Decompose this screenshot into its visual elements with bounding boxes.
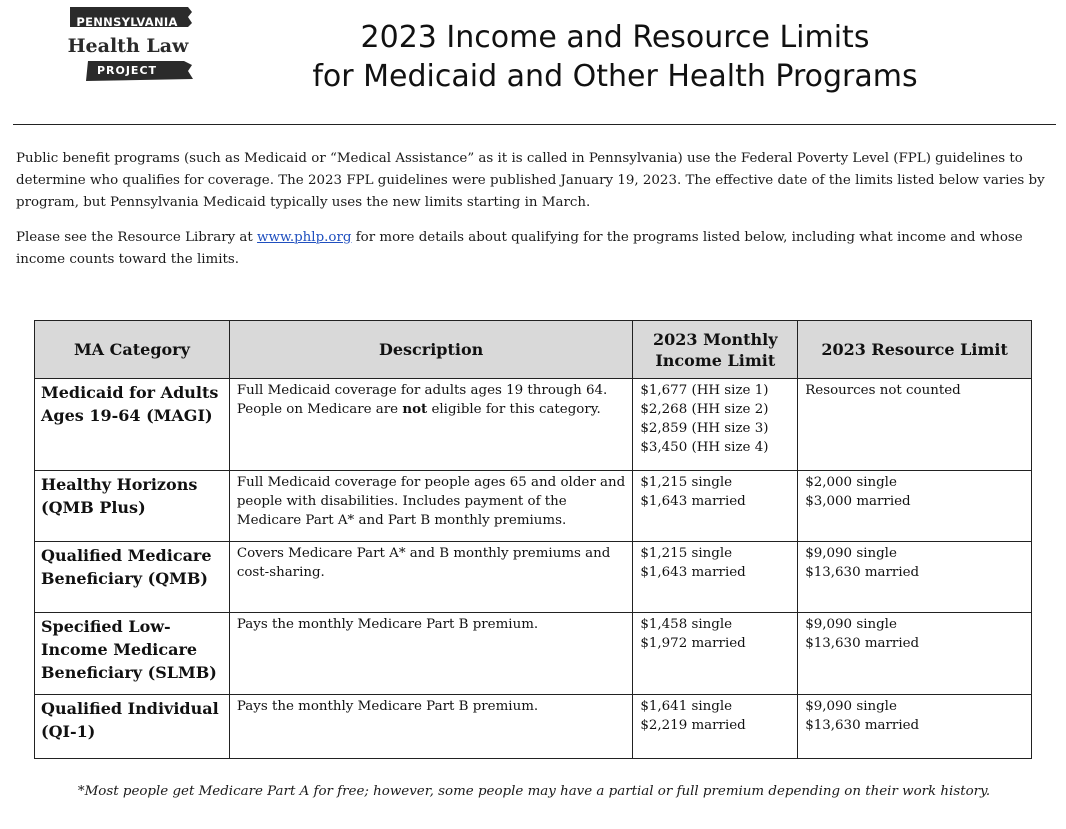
description-emphasis: not — [402, 401, 428, 417]
income-limit-cell — [633, 542, 798, 613]
column-header-category: MA Category — [35, 321, 230, 379]
resource-limit-cell — [798, 542, 1032, 613]
income-value: $1,215 single — [640, 546, 733, 561]
header-divider — [13, 124, 1056, 125]
resource-value: Resources not counted — [805, 383, 961, 398]
income-value: $1,677 (HH size 1) — [640, 383, 769, 398]
income-value: $1,643 married — [640, 494, 746, 509]
resource-value: $2,000 single — [805, 475, 897, 490]
resource-value: $9,090 single — [805, 546, 897, 561]
income-value: $1,643 married — [640, 565, 746, 580]
resource-value: $9,090 single — [805, 699, 897, 714]
resource-limit-cell — [798, 695, 1032, 759]
category-line: Qualified Medicare — [41, 546, 212, 565]
category-cell — [35, 542, 230, 613]
table-row — [35, 471, 1032, 542]
table-header-row — [35, 321, 1032, 379]
resource-limit-cell — [798, 471, 1032, 542]
page-title — [200, 18, 1030, 96]
resource-value: $13,630 married — [805, 636, 920, 651]
description-cell — [229, 379, 633, 471]
intro-paragraph-2 — [16, 227, 1052, 271]
description-text: Full Medicaid coverage for adults ages 19 through 64. People on Medicare are — [236, 383, 608, 417]
income-header-line-2: Income Limit — [655, 350, 776, 370]
resource-value: $9,090 single — [805, 617, 897, 632]
category-line: Specified Low- — [41, 617, 171, 636]
income-value: $2,219 married — [640, 718, 746, 733]
column-header-resource-limit: 2023 Resource Limit — [798, 321, 1032, 379]
income-value: $1,458 single — [640, 617, 733, 632]
income-value: $3,450 (HH size 4) — [640, 440, 769, 455]
intro-section — [16, 148, 1052, 271]
resource-value: $13,630 married — [805, 718, 920, 733]
resource-value: $3,000 married — [805, 494, 911, 509]
income-header-line-1: 2023 Monthly — [653, 329, 778, 349]
income-value: $1,641 single — [640, 699, 733, 714]
description-text: eligible for this category. — [427, 402, 601, 417]
logo-line-project: PROJECT — [96, 64, 158, 77]
logo-line-health-law: Health Law — [67, 35, 189, 57]
column-header-description: Description — [229, 321, 633, 379]
table-row — [35, 542, 1032, 613]
category-line: Medicaid for Adults — [41, 383, 219, 402]
category-line: Qualified Individual — [41, 699, 219, 718]
category-line: Healthy Horizons — [41, 475, 198, 494]
income-value: $1,215 single — [640, 475, 733, 490]
resource-limit-cell — [798, 613, 1032, 695]
income-limit-cell — [633, 695, 798, 759]
category-line: Income Medicare — [41, 640, 198, 659]
income-value: $2,268 (HH size 2) — [640, 402, 769, 417]
income-limit-cell — [633, 379, 798, 471]
footnote: *Most people get Medicare Part A for free; however, some people may have a partial or full premium depending on their work history. — [77, 784, 991, 799]
intro-paragraph-2-start: Please see the Resource Library at — [16, 230, 258, 245]
category-line: (QMB Plus) — [41, 498, 146, 517]
column-header-income-limit — [633, 321, 798, 379]
table-row — [35, 613, 1032, 695]
category-cell — [35, 379, 230, 471]
category-cell — [35, 695, 230, 759]
phlp-logo — [62, 5, 198, 83]
phlp-website-link[interactable]: www.phlp.org — [257, 230, 352, 245]
description-cell: Pays the monthly Medicare Part B premium. — [229, 613, 633, 695]
table-row — [35, 379, 1032, 471]
intro-paragraph-2-end: for more details about qualifying for the programs listed below, including what income and whose income counts toward the limits. — [16, 230, 1023, 267]
table-row — [35, 695, 1032, 759]
category-cell — [35, 613, 230, 695]
intro-paragraph-1: Public benefit programs (such as Medicaid or “Medical Assistance” as it is called in Pennsylvania) use the Federal Poverty Level (FPL) guidelines to determine who qualifies for coverage. The 2023 FPL guidelines were published January 19, 2023. The effective date of the limits listed below varies by program, but Pennsylvania Medicaid typically uses the new limits starting in March. — [16, 151, 1045, 210]
category-cell — [35, 471, 230, 542]
resource-limit-cell — [798, 379, 1032, 471]
income-value: $2,859 (HH size 3) — [640, 421, 769, 436]
description-cell: Pays the monthly Medicare Part B premium. — [229, 695, 633, 759]
resource-value: $13,630 married — [805, 565, 920, 580]
income-limit-cell — [633, 471, 798, 542]
category-line: (QI-1) — [41, 722, 96, 741]
limits-table — [34, 320, 1032, 759]
description-cell: Covers Medicare Part A* and B monthly premiums and cost-sharing. — [229, 542, 633, 613]
category-line: Beneficiary (QMB) — [41, 569, 208, 588]
category-line: Beneficiary (SLMB) — [41, 663, 217, 682]
description-cell: Full Medicaid coverage for people ages 65 and older and people with disabilities. Includes payment of the Medicare Part A* and Part B monthly premiums. — [229, 471, 633, 542]
logo-line-pennsylvania: PENNSYLVANIA — [76, 15, 178, 29]
page-title-line-1: 2023 Income and Resource Limits — [360, 20, 870, 55]
page-title-line-2: for Medicaid and Other Health Programs — [312, 59, 918, 94]
income-value: $1,972 married — [640, 636, 746, 651]
category-line: Ages 19-64 (MAGI) — [41, 406, 213, 425]
income-limit-cell — [633, 613, 798, 695]
